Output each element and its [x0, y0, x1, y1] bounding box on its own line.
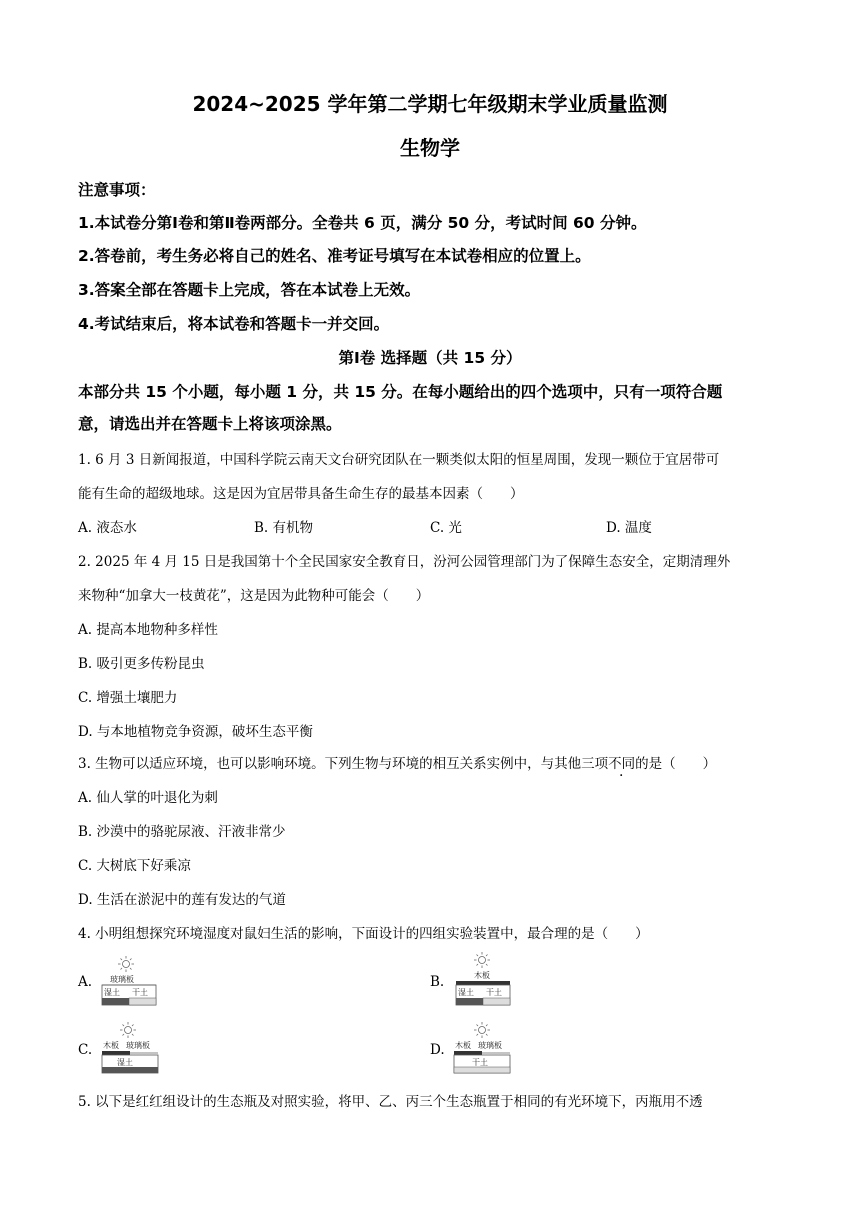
- option: C. 增强土壤肥力: [78, 690, 178, 706]
- question-4-text: 4. 小明组想探究环境湿度对鼠妇生活的影响，下面设计的四组实验装置中，最合理的是（ ）: [78, 926, 649, 942]
- question-1-text: 能有生命的超级地球。这是因为宜居带具备生命生存的最基本因素（ ）: [78, 486, 524, 502]
- section-instruction: 本部分共 15 个小题，每小题 1 分，共 15 分。在每小题给出的四个选项中，只有一项符合题: [78, 383, 723, 401]
- notice-heading: 注意事项：: [78, 181, 156, 199]
- section-instruction: 意，请选出并在答题卡上将该项涂黑。: [78, 415, 342, 433]
- option: B. 沙漠中的骆驼尿液、汗液非常少: [78, 824, 286, 840]
- question-2-text: 2. 2025 年 4 月 15 日是我国第十个全民国家安全教育日，汾河公园管理部门为了保障生态安全，定期清理外: [78, 554, 731, 570]
- soil-label: 干土: [472, 1058, 488, 1067]
- option: D. 温度: [606, 520, 652, 536]
- option-label: A.: [78, 974, 93, 990]
- option-label: C.: [78, 1042, 93, 1058]
- option: A. 仙人掌的叶退化为刺: [78, 790, 218, 806]
- cover-label: 木板: [103, 1041, 119, 1050]
- notice-item: 2.答卷前，考生务必将自己的姓名、准考证号填写在本试卷相应的位置上。: [78, 247, 591, 265]
- question-3-text: [78, 752, 716, 772]
- option: D. 与本地植物竞争资源，破坏生态平衡: [78, 724, 313, 740]
- soil-label: 干土: [486, 988, 502, 997]
- notice-item: 4.考试结束后，将本试卷和答题卡一并交回。: [78, 315, 390, 333]
- question-2-text: 来物种“加拿大一枝黄花”，这是因为此物种可能会（ ）: [78, 588, 430, 604]
- cover-label: 玻璃板: [478, 1041, 502, 1050]
- apparatus-c-figure: [100, 1020, 164, 1080]
- option: A. 提高本地物种多样性: [78, 622, 218, 638]
- option: C. 大树底下好乘凉: [78, 858, 191, 874]
- notice-item: 1.本试卷分第Ⅰ卷和第Ⅱ卷两部分。全卷共 6 页，满分 50 分，考试时间 60 分钟。: [78, 214, 647, 232]
- emphasis-dotted-text: 不同: [608, 756, 636, 772]
- soil-label: 湿土: [104, 988, 120, 997]
- section-title: 第Ⅰ卷 选择题（共 15 分）: [338, 349, 522, 367]
- cover-label: 木板: [455, 1041, 471, 1050]
- soil-label: 干土: [132, 988, 148, 997]
- apparatus-d-figure: [452, 1020, 516, 1080]
- option: D. 生活在淤泥中的莲有发达的气道: [78, 892, 286, 908]
- sun-icon: [474, 952, 490, 968]
- question-3-part: 3. 生物可以适应环境，也可以影响环境。下列生物与环境的相互关系实例中，与其他三项: [78, 756, 609, 772]
- option: B. 吸引更多传粉昆虫: [78, 656, 205, 672]
- option-label: D.: [430, 1042, 445, 1058]
- question-1-text: 1. 6 月 3 日新闻报道，中国科学院云南天文台研究团队在一颗类似太阳的恒星周围，发现一颗位于宜居带可: [78, 452, 720, 468]
- subject-title: 生物学: [400, 136, 460, 160]
- cover-label: 玻璃板: [126, 1041, 150, 1050]
- question-3-part: 的是（ ）: [635, 756, 717, 772]
- cover-label: 玻璃板: [110, 975, 134, 984]
- option: B. 有机物: [254, 520, 314, 536]
- page-title: 2024~2025 学年第二学期七年级期末学业质量监测: [192, 92, 668, 116]
- option: C. 光: [430, 520, 462, 536]
- option: A. 液态水: [78, 520, 137, 536]
- sun-icon: [120, 1022, 136, 1038]
- apparatus-b-figure: [452, 950, 514, 1012]
- apparatus-a-figure: [100, 955, 160, 1011]
- notice-item: 3.答案全部在答题卡上完成，答在本试卷上无效。: [78, 281, 421, 299]
- option-label: B.: [430, 974, 445, 990]
- sun-icon: [118, 956, 134, 972]
- soil-label: 湿土: [117, 1058, 133, 1067]
- soil-label: 湿土: [458, 988, 474, 997]
- question-5-text: 5. 以下是红红组设计的生态瓶及对照实验，将甲、乙、丙三个生态瓶置于相同的有光环境下，丙瓶用不透: [78, 1094, 703, 1110]
- cover-label: 木板: [474, 971, 490, 980]
- sun-icon: [474, 1022, 490, 1038]
